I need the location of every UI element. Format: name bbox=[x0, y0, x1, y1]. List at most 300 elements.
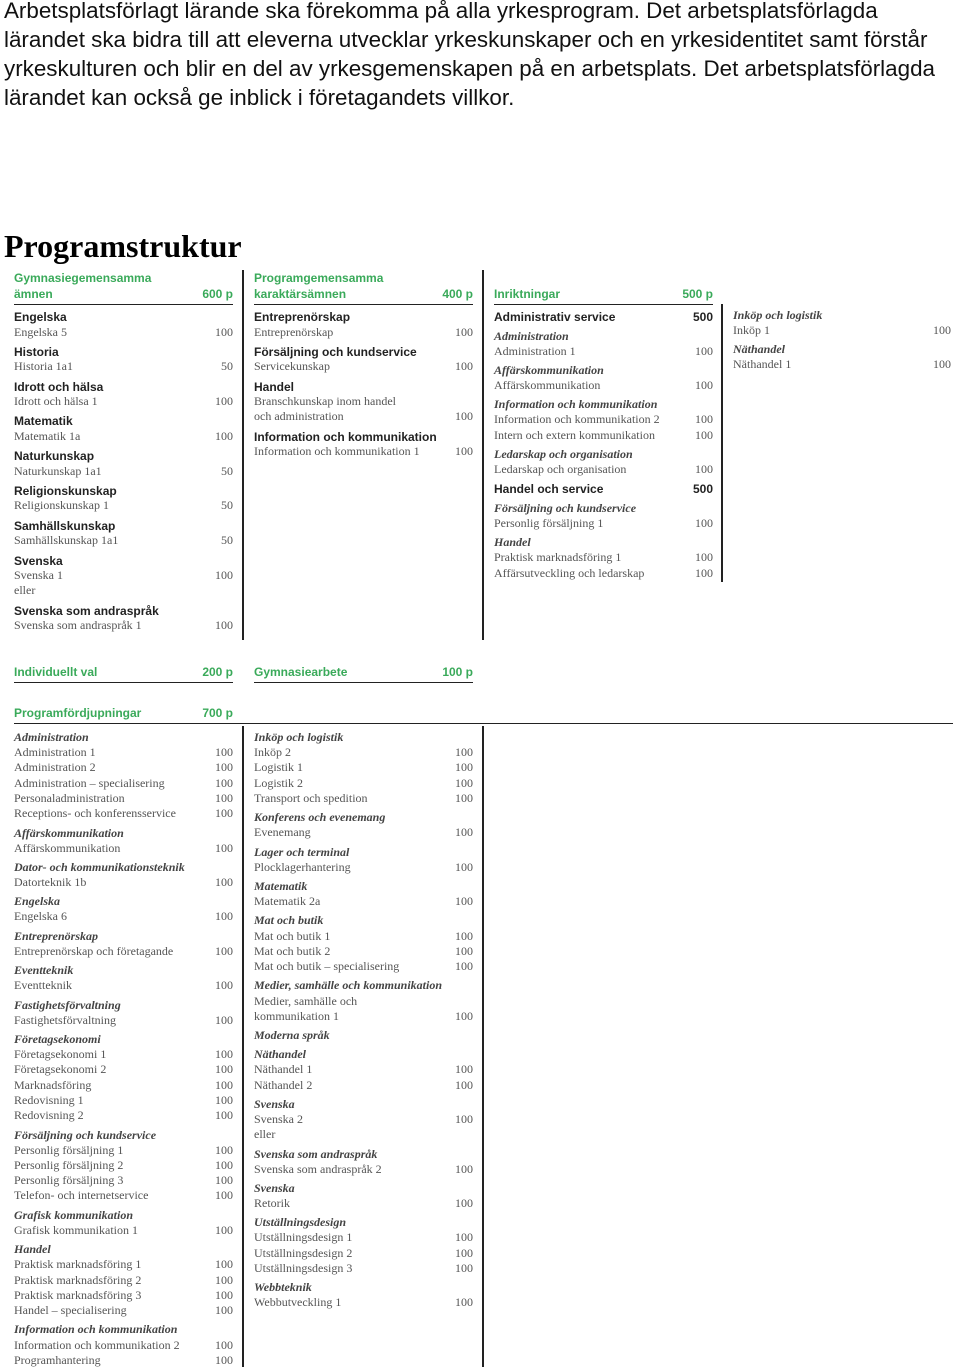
course-row bbox=[254, 791, 473, 806]
course-name: Logistik 2 bbox=[254, 775, 304, 790]
course-points: 100 bbox=[455, 943, 473, 958]
subject-name: Engelska bbox=[14, 310, 67, 324]
subject-name: Handel bbox=[254, 379, 295, 394]
subject-heading bbox=[494, 325, 713, 344]
course-row bbox=[494, 428, 713, 443]
karaktar-column bbox=[254, 270, 473, 459]
course-name: Personlig försäljning 1 bbox=[14, 1142, 124, 1157]
course-name: Servicekunskap bbox=[254, 359, 330, 374]
subject-name: Handel bbox=[494, 535, 531, 550]
course-points: 500 bbox=[692, 482, 713, 497]
inriktningar-points: 500 p bbox=[682, 287, 713, 301]
course-row bbox=[14, 1047, 233, 1062]
divider bbox=[242, 726, 244, 1367]
course-points: 100 bbox=[215, 1062, 233, 1077]
course-row bbox=[14, 1158, 233, 1173]
course-name: Redovisning 1 bbox=[14, 1092, 84, 1107]
page-title: Programstruktur bbox=[4, 228, 242, 264]
course-name: Religionskunskap 1 bbox=[14, 498, 109, 513]
course-name: Mat och butik 2 bbox=[254, 943, 331, 958]
course-name: Engelska 5 bbox=[14, 324, 67, 339]
course-name: eller bbox=[14, 583, 36, 598]
course-name: Intern och extern kommunikation bbox=[494, 427, 655, 442]
subject-heading bbox=[14, 726, 233, 745]
subject-name: Svenska bbox=[254, 1096, 295, 1111]
course-points: 50 bbox=[221, 533, 233, 548]
individuellt-points: 200 p bbox=[202, 665, 233, 679]
subject-heading bbox=[14, 305, 233, 325]
course-name: Receptions- och konferensservice bbox=[14, 806, 176, 821]
course-name: Mat och butik – specialisering bbox=[254, 959, 400, 974]
karaktar-header bbox=[254, 270, 473, 305]
course-points: 100 bbox=[455, 790, 473, 805]
course-row bbox=[14, 1173, 233, 1188]
subject-heading bbox=[14, 925, 233, 944]
course-row bbox=[494, 344, 713, 359]
subject-heading bbox=[14, 409, 233, 429]
course-points: 100 bbox=[215, 775, 233, 790]
course-row bbox=[14, 1303, 233, 1318]
course-points: 100 bbox=[215, 1222, 233, 1237]
course-points: 100 bbox=[933, 357, 951, 372]
course-name: Transport och spedition bbox=[254, 790, 368, 805]
course-points: 100 bbox=[215, 1142, 233, 1157]
course-row bbox=[254, 1112, 473, 1127]
subject-name: Konferens och evenemang bbox=[254, 810, 386, 825]
subject-heading bbox=[14, 856, 233, 875]
course-name: Företagsekonomi 1 bbox=[14, 1047, 107, 1062]
course-row bbox=[254, 325, 473, 340]
course-name: Branschkunskap inom handel bbox=[254, 394, 396, 409]
course-row bbox=[254, 1078, 473, 1093]
course-name: Samhällskunskap 1a1 bbox=[14, 533, 119, 548]
course-points: 100 bbox=[215, 1047, 233, 1062]
course-name: Matematik 1a bbox=[14, 428, 81, 443]
subject-heading bbox=[14, 822, 233, 841]
subject-name: Utställningsdesign bbox=[254, 1215, 347, 1230]
course-name: Administration – specialisering bbox=[14, 775, 165, 790]
course-points: 100 bbox=[215, 394, 233, 409]
course-name: Näthandel 2 bbox=[254, 1077, 313, 1092]
divider bbox=[482, 726, 484, 1367]
course-name: Praktisk marknadsföring 2 bbox=[14, 1272, 142, 1287]
subject-name: Näthandel bbox=[733, 342, 786, 357]
subject-heading bbox=[14, 1028, 233, 1047]
course-points: 100 bbox=[695, 462, 713, 477]
course-row bbox=[14, 1257, 233, 1272]
course-row bbox=[14, 498, 233, 513]
course-points: 100 bbox=[215, 1108, 233, 1123]
subject-name: Fastighetsförvaltning bbox=[14, 997, 121, 1012]
subject-name: Lager och terminal bbox=[254, 844, 350, 859]
subject-name: Ledarskap och organisation bbox=[494, 446, 633, 461]
course-points: 100 bbox=[215, 875, 233, 890]
course-row bbox=[14, 1353, 233, 1368]
subject-name: Religionskunskap bbox=[14, 483, 117, 498]
subject-heading bbox=[14, 890, 233, 909]
gymnasiearbete-section bbox=[254, 664, 473, 683]
subject-heading bbox=[254, 340, 473, 360]
course-points: 100 bbox=[215, 1303, 233, 1318]
subject-name: Handel bbox=[14, 1242, 51, 1257]
course-name: Entreprenörskap och företagande bbox=[14, 943, 174, 958]
subject-heading bbox=[254, 1276, 473, 1295]
course-name: Personlig försäljning 1 bbox=[494, 515, 604, 530]
course-points: 100 bbox=[455, 928, 473, 943]
course-points: 100 bbox=[455, 444, 473, 459]
course-name: Svenska 1 bbox=[14, 568, 63, 583]
course-points: 100 bbox=[455, 1261, 473, 1276]
course-name: Medier, samhälle och bbox=[254, 993, 358, 1008]
subject-heading bbox=[254, 841, 473, 860]
course-name: Programhantering bbox=[14, 1352, 101, 1367]
course-row bbox=[254, 359, 473, 374]
intro-paragraph: Arbetsplatsförlagt lärande ska förekomma på alla yrkesprogram. Det arbetsplatsförlagda lärandet ska bidra till att eleverna utvecklar yrkeskunskaper och en yrkesidentitet samt förstår yrkeskulturen och blir en del av yrkesgemenskapen på en arbetsplats. Det arbetsplatsförlagda lärandet kan också ge inblick i företagandets villkor. bbox=[4, 0, 935, 110]
course-name: Svenska som andraspråk 2 bbox=[254, 1161, 382, 1176]
course-points: 100 bbox=[695, 565, 713, 580]
course-row bbox=[14, 909, 233, 924]
course-row bbox=[254, 894, 473, 909]
course-row bbox=[494, 412, 713, 427]
course-row bbox=[14, 745, 233, 760]
course-points: 100 bbox=[455, 775, 473, 790]
course-row bbox=[14, 791, 233, 806]
subject-heading bbox=[254, 1143, 473, 1162]
course-name: Grafisk kommunikation 1 bbox=[14, 1222, 138, 1237]
subject-name: Försäljning och kundservice bbox=[254, 344, 417, 359]
fordjupning-left bbox=[14, 726, 233, 1368]
inriktningar-column bbox=[494, 270, 713, 581]
course-points: 100 bbox=[215, 1287, 233, 1302]
subject-name: Entreprenörskap bbox=[254, 310, 351, 324]
course-row bbox=[14, 944, 233, 959]
subject-name: Svenska som andraspråk bbox=[254, 1146, 378, 1161]
subject-heading bbox=[14, 1124, 233, 1143]
course-row bbox=[254, 1196, 473, 1211]
subject-heading bbox=[254, 375, 473, 395]
divider bbox=[721, 304, 723, 582]
course-points: 100 bbox=[695, 550, 713, 565]
course-row bbox=[494, 566, 713, 581]
course-points: 100 bbox=[215, 1173, 233, 1188]
course-points: 100 bbox=[695, 343, 713, 358]
subject-heading bbox=[254, 425, 473, 445]
subject-name: Matematik bbox=[254, 879, 308, 894]
karaktar-title: Programgemensamma karaktärsämnen bbox=[254, 271, 384, 301]
course-row bbox=[254, 394, 473, 409]
course-name: Administration 1 bbox=[14, 745, 96, 760]
course-points: 100 bbox=[215, 790, 233, 805]
subject-name: Handel och service bbox=[494, 482, 604, 497]
course-row bbox=[14, 806, 233, 821]
karaktar-points: 400 p bbox=[442, 287, 473, 301]
course-row bbox=[14, 1143, 233, 1158]
course-row bbox=[254, 444, 473, 459]
course-points: 100 bbox=[215, 978, 233, 993]
subject-name: Naturkunskap bbox=[14, 449, 95, 464]
course-row bbox=[254, 1295, 473, 1310]
divider bbox=[242, 270, 244, 640]
course-name: Logistik 1 bbox=[254, 760, 304, 775]
course-row bbox=[254, 1127, 473, 1142]
course-name: Mat och butik 1 bbox=[254, 928, 331, 943]
course-points: 100 bbox=[455, 1230, 473, 1245]
course-points: 100 bbox=[455, 1112, 473, 1126]
course-points: 50 bbox=[221, 463, 233, 478]
course-row bbox=[254, 929, 473, 944]
subject-heading bbox=[254, 1177, 473, 1196]
course-name: Information och kommunikation 2 bbox=[494, 412, 660, 427]
course-row bbox=[14, 568, 233, 583]
course-name: Affärskommunikation bbox=[14, 840, 121, 855]
subject-name: Affärskommunikation bbox=[14, 825, 124, 840]
subject-heading bbox=[14, 1318, 233, 1337]
subject-heading bbox=[733, 304, 951, 323]
course-row bbox=[14, 1273, 233, 1288]
fordjupning-header-row bbox=[14, 705, 953, 724]
subject-name: Mat och butik bbox=[254, 913, 324, 928]
course-points: 500 bbox=[692, 310, 713, 324]
gymnasiearbete-points: 100 p bbox=[442, 665, 473, 679]
course-points: 100 bbox=[455, 959, 473, 974]
subject-heading bbox=[494, 531, 713, 550]
subject-heading bbox=[14, 1238, 233, 1257]
course-points: 100 bbox=[215, 1257, 233, 1272]
subject-heading bbox=[494, 443, 713, 462]
course-row bbox=[14, 394, 233, 409]
subject-heading bbox=[14, 959, 233, 978]
course-name: Information och kommunikation 1 bbox=[254, 444, 420, 459]
subject-heading bbox=[494, 497, 713, 516]
course-name: Fastighetsförvaltning bbox=[14, 1012, 116, 1027]
course-points: 100 bbox=[215, 1352, 233, 1367]
course-row bbox=[494, 462, 713, 477]
course-row bbox=[494, 550, 713, 565]
course-row bbox=[14, 841, 233, 856]
course-points: 100 bbox=[455, 324, 473, 339]
course-row bbox=[254, 1246, 473, 1261]
course-name: kommunikation 1 bbox=[254, 1008, 339, 1023]
course-points: 100 bbox=[215, 943, 233, 958]
gymnasie-header bbox=[14, 270, 233, 305]
subject-heading bbox=[254, 726, 473, 745]
subject-heading bbox=[254, 1024, 473, 1043]
subject-name: Medier, samhälle och kommunikation bbox=[254, 978, 443, 993]
subject-heading bbox=[733, 338, 951, 357]
subject-heading bbox=[254, 875, 473, 894]
course-name: Företagsekonomi 2 bbox=[14, 1062, 107, 1077]
course-points: 100 bbox=[215, 618, 233, 633]
course-name: Datorteknik 1b bbox=[14, 875, 87, 890]
course-row bbox=[14, 464, 233, 479]
subject-name: Entreprenörskap bbox=[14, 928, 99, 943]
course-points: 100 bbox=[695, 377, 713, 392]
course-row bbox=[14, 1093, 233, 1108]
subject-name: Försäljning och kundservice bbox=[14, 1127, 157, 1142]
course-name: och administration bbox=[254, 409, 344, 424]
subject-name: Information och kommunikation bbox=[254, 429, 437, 444]
subject-name: Svenska bbox=[254, 1180, 295, 1195]
course-row bbox=[14, 875, 233, 890]
course-row bbox=[14, 1338, 233, 1353]
course-points: 100 bbox=[215, 1012, 233, 1027]
fordjupning-right bbox=[254, 726, 473, 1311]
course-row bbox=[14, 1188, 233, 1203]
gymnasie-column bbox=[14, 270, 233, 633]
course-row bbox=[254, 1261, 473, 1276]
course-points: 100 bbox=[455, 409, 473, 424]
course-name: Praktisk marknadsföring 1 bbox=[14, 1257, 142, 1272]
individuellt-header bbox=[14, 664, 233, 683]
course-points: 100 bbox=[455, 1245, 473, 1260]
course-points: 100 bbox=[215, 1337, 233, 1352]
course-name: Matematik 2a bbox=[254, 894, 321, 909]
course-row bbox=[254, 825, 473, 840]
course-name: Inköp 2 bbox=[254, 745, 291, 760]
subject-heading bbox=[494, 359, 713, 378]
course-name: Personlig försäljning 2 bbox=[14, 1157, 124, 1172]
subject-name: Inköp och logistik bbox=[254, 730, 344, 744]
subject-heading bbox=[494, 305, 713, 325]
course-points: 100 bbox=[455, 760, 473, 775]
course-name: Marknadsföring bbox=[14, 1077, 92, 1092]
course-name: Eventteknik bbox=[14, 978, 72, 993]
course-name: Naturkunskap 1a1 bbox=[14, 463, 102, 478]
subject-name: Administrativ service bbox=[494, 310, 616, 324]
course-name: Telefon- och internetservice bbox=[14, 1188, 149, 1203]
course-name: Affärsutveckling och ledarskap bbox=[494, 565, 645, 580]
course-points: 100 bbox=[215, 806, 233, 821]
course-row bbox=[14, 1108, 233, 1123]
gymnasie-title: Gymnasiegemensamma ämnen bbox=[14, 271, 152, 301]
subject-name: Inköp och logistik bbox=[733, 308, 823, 322]
course-row bbox=[14, 776, 233, 791]
course-points: 100 bbox=[215, 1272, 233, 1287]
subject-name: Engelska bbox=[14, 894, 61, 909]
course-name: Entreprenörskap bbox=[254, 324, 334, 339]
subject-name: Företagsekonomi bbox=[14, 1031, 101, 1046]
course-name: Näthandel 1 bbox=[733, 357, 792, 372]
course-name: Redovisning 2 bbox=[14, 1108, 84, 1123]
course-row bbox=[733, 323, 951, 338]
course-name: Information och kommunikation 2 bbox=[14, 1337, 180, 1352]
course-name: eller bbox=[254, 1127, 276, 1142]
course-name: Evenemang bbox=[254, 825, 311, 840]
subject-name: Administration bbox=[494, 328, 569, 343]
course-row bbox=[14, 1013, 233, 1028]
subject-name: Moderna språk bbox=[254, 1028, 330, 1043]
course-row bbox=[254, 944, 473, 959]
course-row bbox=[14, 760, 233, 775]
course-points: 100 bbox=[455, 1161, 473, 1176]
course-row bbox=[14, 1288, 233, 1303]
course-row bbox=[254, 760, 473, 775]
course-row bbox=[254, 1062, 473, 1077]
course-name: Ledarskap och organisation bbox=[494, 462, 627, 477]
subject-heading bbox=[494, 393, 713, 412]
course-name: Administration 2 bbox=[14, 760, 96, 775]
course-name: Affärskommunikation bbox=[494, 377, 601, 392]
course-points: 100 bbox=[455, 1077, 473, 1092]
course-points: 100 bbox=[933, 323, 951, 338]
fordjupning-header bbox=[14, 705, 953, 724]
course-name: Plocklagerhantering bbox=[254, 859, 351, 874]
course-points: 100 bbox=[455, 1008, 473, 1023]
subject-name: Information och kommunikation bbox=[494, 397, 658, 412]
course-points: 100 bbox=[215, 1077, 233, 1092]
course-row bbox=[14, 359, 233, 374]
course-row bbox=[14, 978, 233, 993]
course-points: 100 bbox=[695, 515, 713, 530]
subject-name: Information och kommunikation bbox=[14, 1322, 178, 1337]
divider bbox=[482, 270, 484, 640]
subject-heading bbox=[254, 974, 473, 993]
course-name: Webbutveckling 1 bbox=[254, 1295, 342, 1310]
course-points: 100 bbox=[455, 825, 473, 840]
course-points: 100 bbox=[455, 1196, 473, 1211]
course-points: 100 bbox=[215, 428, 233, 443]
fordjupning-points: 700 p bbox=[202, 706, 233, 720]
course-points: 100 bbox=[455, 359, 473, 374]
inriktningar-title: Inriktningar bbox=[494, 287, 561, 301]
course-points: 100 bbox=[215, 1092, 233, 1107]
course-points: 100 bbox=[455, 1295, 473, 1310]
course-name: Personaladministration bbox=[14, 790, 125, 805]
course-name: Inköp 1 bbox=[733, 323, 770, 338]
subject-name: Eventteknik bbox=[14, 963, 74, 978]
course-name: Personlig försäljning 3 bbox=[14, 1173, 124, 1188]
course-row bbox=[733, 357, 951, 372]
subject-name: Historia bbox=[14, 344, 59, 359]
course-row bbox=[14, 618, 233, 633]
subject-heading bbox=[14, 599, 233, 619]
subject-heading bbox=[254, 806, 473, 825]
gymnasie-points: 600 p bbox=[202, 287, 233, 301]
course-row bbox=[254, 776, 473, 791]
subject-heading bbox=[14, 514, 233, 534]
course-row bbox=[254, 1009, 473, 1024]
course-name: Svenska 2 bbox=[254, 1112, 303, 1126]
course-name: Retorik bbox=[254, 1196, 290, 1211]
subject-name: Affärskommunikation bbox=[494, 362, 604, 377]
subject-name: Dator- och kommunikationsteknik bbox=[14, 859, 185, 874]
course-points: 100 bbox=[455, 1062, 473, 1077]
course-points: 100 bbox=[215, 1157, 233, 1172]
subject-name: Näthandel bbox=[254, 1047, 307, 1062]
subject-heading bbox=[14, 1204, 233, 1223]
course-points: 100 bbox=[455, 859, 473, 874]
course-row bbox=[14, 533, 233, 548]
inriktningar-header bbox=[494, 270, 713, 305]
course-row bbox=[254, 1162, 473, 1177]
course-name: Praktisk marknadsföring 3 bbox=[14, 1287, 142, 1302]
subject-heading bbox=[254, 909, 473, 928]
subject-name: Webbteknik bbox=[254, 1280, 312, 1295]
subject-heading bbox=[254, 305, 473, 325]
subject-name: Matematik bbox=[14, 414, 73, 429]
course-row bbox=[14, 583, 233, 598]
subject-heading bbox=[254, 1211, 473, 1230]
course-name: Utställningsdesign 3 bbox=[254, 1261, 353, 1276]
course-row bbox=[254, 409, 473, 424]
course-points: 100 bbox=[215, 324, 233, 339]
individuellt-section bbox=[14, 664, 233, 683]
gymnasiearbete-header bbox=[254, 664, 473, 683]
course-points: 100 bbox=[695, 427, 713, 442]
course-row bbox=[14, 1078, 233, 1093]
course-row bbox=[254, 959, 473, 974]
course-points: 50 bbox=[221, 359, 233, 374]
